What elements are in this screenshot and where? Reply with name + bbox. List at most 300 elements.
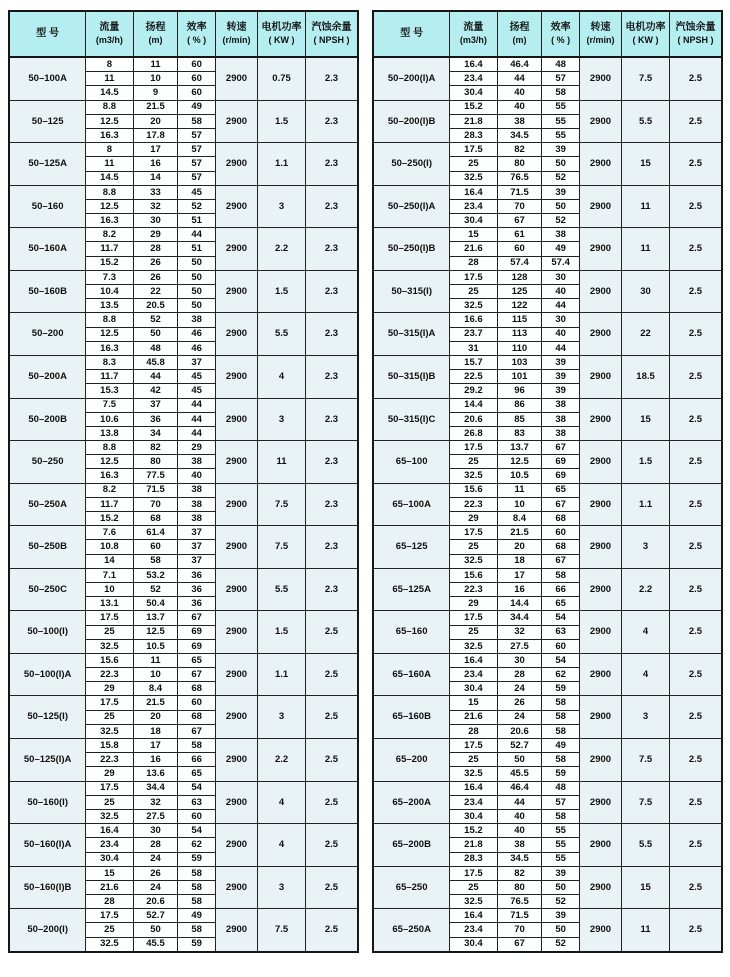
head-cell: 20 bbox=[133, 710, 178, 724]
head-cell: 83 bbox=[497, 426, 542, 440]
flow-cell: 16.3 bbox=[86, 128, 133, 142]
head-cell: 32 bbox=[497, 625, 542, 639]
head-cell: 30 bbox=[133, 824, 178, 838]
head-cell: 17 bbox=[497, 568, 542, 582]
head-cell: 70 bbox=[497, 199, 542, 213]
flow-cell: 15.8 bbox=[86, 739, 133, 753]
head-cell: 11 bbox=[133, 57, 178, 72]
flow-cell: 11.7 bbox=[86, 242, 133, 256]
efficiency-cell: 50 bbox=[542, 199, 579, 213]
power-cell: 1.1 bbox=[258, 143, 306, 186]
head-cell: 27.5 bbox=[133, 809, 178, 823]
flow-cell: 29 bbox=[86, 682, 133, 696]
header-model: 型 号 bbox=[373, 11, 450, 57]
flow-cell: 10.6 bbox=[86, 412, 133, 426]
npsh-cell: 2.5 bbox=[669, 696, 722, 739]
head-cell: 71.5 bbox=[497, 185, 542, 199]
spec-row bbox=[9, 781, 358, 795]
head-cell: 60 bbox=[497, 242, 542, 256]
efficiency-cell: 45 bbox=[178, 384, 215, 398]
power-cell: 3 bbox=[622, 526, 670, 569]
flow-cell: 30.4 bbox=[450, 809, 497, 823]
header-motor-power bbox=[622, 11, 670, 57]
efficiency-cell: 38 bbox=[178, 512, 215, 526]
head-cell: 14 bbox=[133, 171, 178, 185]
col-label: 效率 bbox=[186, 22, 207, 34]
speed-cell: 2900 bbox=[215, 57, 257, 100]
efficiency-cell: 50 bbox=[178, 270, 215, 284]
speed-cell: 2900 bbox=[579, 228, 621, 271]
spec-row bbox=[9, 696, 358, 710]
flow-cell: 8.3 bbox=[86, 355, 133, 369]
head-cell: 40 bbox=[497, 100, 542, 114]
efficiency-cell: 55 bbox=[542, 128, 579, 142]
efficiency-cell: 67 bbox=[542, 441, 579, 455]
spec-row bbox=[9, 228, 358, 242]
flow-cell: 17.5 bbox=[450, 441, 497, 455]
col-unit: (m3/h) bbox=[459, 34, 487, 45]
spec-row bbox=[9, 355, 358, 369]
header-npsh bbox=[669, 11, 722, 57]
npsh-cell: 2.5 bbox=[305, 824, 358, 867]
speed-cell: 2900 bbox=[579, 611, 621, 654]
efficiency-cell: 44 bbox=[178, 412, 215, 426]
flow-cell: 32.5 bbox=[450, 469, 497, 483]
npsh-cell: 2.5 bbox=[669, 143, 722, 186]
head-cell: 71.5 bbox=[497, 909, 542, 923]
flow-cell: 14.5 bbox=[86, 86, 133, 100]
efficiency-cell: 50 bbox=[178, 299, 215, 313]
efficiency-cell: 38 bbox=[178, 313, 215, 327]
npsh-cell: 2.5 bbox=[669, 441, 722, 484]
efficiency-cell: 59 bbox=[542, 682, 579, 696]
head-cell: 57.4 bbox=[497, 256, 542, 270]
npsh-cell: 2.3 bbox=[305, 355, 358, 398]
efficiency-cell: 63 bbox=[542, 625, 579, 639]
efficiency-cell: 60 bbox=[178, 57, 215, 72]
flow-cell: 21.6 bbox=[450, 710, 497, 724]
efficiency-cell: 60 bbox=[542, 639, 579, 653]
head-cell: 68 bbox=[133, 512, 178, 526]
flow-cell: 16.4 bbox=[86, 824, 133, 838]
head-cell: 44 bbox=[497, 795, 542, 809]
head-cell: 22 bbox=[133, 285, 178, 299]
model-cell: 50–200 bbox=[9, 313, 86, 356]
flow-cell: 25 bbox=[86, 795, 133, 809]
efficiency-cell: 49 bbox=[542, 242, 579, 256]
head-cell: 36 bbox=[133, 412, 178, 426]
head-cell: 13.7 bbox=[497, 441, 542, 455]
efficiency-cell: 67 bbox=[178, 611, 215, 625]
power-cell: 30 bbox=[622, 270, 670, 313]
head-cell: 26 bbox=[497, 696, 542, 710]
head-cell: 26 bbox=[133, 270, 178, 284]
efficiency-cell: 58 bbox=[542, 696, 579, 710]
model-cell: 50–315(I)A bbox=[373, 313, 450, 356]
flow-cell: 23.7 bbox=[450, 327, 497, 341]
spec-row bbox=[9, 568, 358, 582]
model-cell: 50–200(I) bbox=[9, 909, 86, 952]
speed-cell: 2900 bbox=[579, 526, 621, 569]
flow-cell: 22.3 bbox=[450, 497, 497, 511]
flow-cell: 16.3 bbox=[86, 341, 133, 355]
col-unit: ( NPSH ) bbox=[677, 34, 714, 45]
model-cell: 50–250(I)A bbox=[373, 185, 450, 228]
head-cell: 26 bbox=[133, 256, 178, 270]
table-body bbox=[9, 57, 358, 952]
head-cell: 21.5 bbox=[133, 696, 178, 710]
spec-row bbox=[373, 568, 722, 582]
efficiency-cell: 58 bbox=[178, 114, 215, 128]
model-cell: 65–200A bbox=[373, 781, 450, 824]
flow-cell: 29.2 bbox=[450, 384, 497, 398]
efficiency-cell: 57.4 bbox=[542, 256, 579, 270]
flow-cell: 21.8 bbox=[450, 114, 497, 128]
npsh-cell: 2.5 bbox=[669, 313, 722, 356]
spec-row bbox=[9, 739, 358, 753]
head-cell: 45.5 bbox=[133, 937, 178, 952]
model-cell: 65–125A bbox=[373, 568, 450, 611]
efficiency-cell: 69 bbox=[542, 469, 579, 483]
flow-cell: 10 bbox=[86, 582, 133, 596]
flow-cell: 15 bbox=[450, 696, 497, 710]
spec-row bbox=[9, 909, 358, 923]
efficiency-cell: 59 bbox=[542, 767, 579, 781]
flow-cell: 15.7 bbox=[450, 355, 497, 369]
model-cell: 65–160 bbox=[373, 611, 450, 654]
head-cell: 13.7 bbox=[133, 611, 178, 625]
head-cell: 21.5 bbox=[133, 100, 178, 114]
spec-row bbox=[373, 653, 722, 667]
power-cell: 3 bbox=[258, 866, 306, 909]
power-cell: 1.1 bbox=[258, 653, 306, 696]
spec-row bbox=[9, 100, 358, 114]
power-cell: 7.5 bbox=[258, 483, 306, 526]
spec-row bbox=[9, 483, 358, 497]
efficiency-cell: 52 bbox=[542, 171, 579, 185]
model-cell: 50–315(I)C bbox=[373, 398, 450, 441]
header-flow bbox=[86, 11, 133, 57]
efficiency-cell: 58 bbox=[542, 568, 579, 582]
speed-cell: 2900 bbox=[579, 441, 621, 484]
flow-cell: 8.8 bbox=[86, 313, 133, 327]
power-cell: 7.5 bbox=[622, 781, 670, 824]
flow-cell: 10.8 bbox=[86, 540, 133, 554]
efficiency-cell: 54 bbox=[542, 611, 579, 625]
head-cell: 70 bbox=[133, 497, 178, 511]
flow-cell: 17.5 bbox=[450, 866, 497, 880]
efficiency-cell: 52 bbox=[542, 895, 579, 909]
efficiency-cell: 49 bbox=[178, 100, 215, 114]
model-cell: 50–125(I)A bbox=[9, 739, 86, 782]
head-cell: 53.2 bbox=[133, 568, 178, 582]
flow-cell: 11 bbox=[86, 72, 133, 86]
power-cell: 4 bbox=[258, 781, 306, 824]
flow-cell: 25 bbox=[450, 157, 497, 171]
power-cell: 18.5 bbox=[622, 355, 670, 398]
efficiency-cell: 38 bbox=[542, 412, 579, 426]
efficiency-cell: 52 bbox=[178, 199, 215, 213]
power-cell: 11 bbox=[622, 228, 670, 271]
efficiency-cell: 60 bbox=[178, 809, 215, 823]
power-cell: 5.5 bbox=[622, 824, 670, 867]
power-cell: 1.5 bbox=[622, 441, 670, 484]
head-cell: 80 bbox=[497, 157, 542, 171]
npsh-cell: 2.5 bbox=[669, 866, 722, 909]
efficiency-cell: 38 bbox=[542, 426, 579, 440]
model-cell: 50–160B bbox=[9, 270, 86, 313]
head-cell: 80 bbox=[133, 455, 178, 469]
efficiency-cell: 67 bbox=[178, 668, 215, 682]
efficiency-cell: 65 bbox=[542, 483, 579, 497]
flow-cell: 28 bbox=[86, 895, 133, 909]
flow-cell: 21.8 bbox=[450, 838, 497, 852]
efficiency-cell: 49 bbox=[178, 909, 215, 923]
efficiency-cell: 38 bbox=[542, 228, 579, 242]
efficiency-cell: 49 bbox=[542, 739, 579, 753]
head-cell: 77.5 bbox=[133, 469, 178, 483]
efficiency-cell: 37 bbox=[178, 355, 215, 369]
head-cell: 10 bbox=[133, 668, 178, 682]
efficiency-cell: 44 bbox=[178, 398, 215, 412]
speed-cell: 2900 bbox=[215, 441, 257, 484]
flow-cell: 13.5 bbox=[86, 299, 133, 313]
flow-cell: 12.5 bbox=[86, 199, 133, 213]
flow-cell: 8.8 bbox=[86, 185, 133, 199]
head-cell: 52.7 bbox=[133, 909, 178, 923]
npsh-cell: 2.5 bbox=[669, 739, 722, 782]
col-unit: ( KW ) bbox=[268, 34, 295, 45]
head-cell: 24 bbox=[497, 710, 542, 724]
model-cell: 65–200 bbox=[373, 739, 450, 782]
col-label: 电机功率 bbox=[261, 22, 302, 34]
efficiency-cell: 38 bbox=[178, 455, 215, 469]
speed-cell: 2900 bbox=[579, 866, 621, 909]
flow-cell: 23.4 bbox=[450, 199, 497, 213]
col-label: 转速 bbox=[590, 22, 611, 34]
efficiency-cell: 36 bbox=[178, 568, 215, 582]
model-cell: 50–250(I) bbox=[373, 143, 450, 186]
head-cell: 82 bbox=[497, 866, 542, 880]
efficiency-cell: 62 bbox=[178, 838, 215, 852]
npsh-cell: 2.3 bbox=[305, 398, 358, 441]
efficiency-cell: 57 bbox=[178, 157, 215, 171]
head-cell: 16 bbox=[133, 157, 178, 171]
head-cell: 50 bbox=[497, 753, 542, 767]
spec-row bbox=[373, 866, 722, 880]
npsh-cell: 2.5 bbox=[669, 653, 722, 696]
flow-cell: 32.5 bbox=[86, 639, 133, 653]
head-cell: 16 bbox=[497, 582, 542, 596]
efficiency-cell: 38 bbox=[178, 497, 215, 511]
efficiency-cell: 58 bbox=[178, 880, 215, 894]
efficiency-cell: 57 bbox=[542, 795, 579, 809]
speed-cell: 2900 bbox=[579, 653, 621, 696]
head-cell: 28 bbox=[133, 242, 178, 256]
efficiency-cell: 66 bbox=[178, 753, 215, 767]
head-cell: 10 bbox=[133, 72, 178, 86]
efficiency-cell: 36 bbox=[178, 597, 215, 611]
flow-cell: 32.5 bbox=[86, 809, 133, 823]
flow-cell: 21.6 bbox=[86, 880, 133, 894]
efficiency-cell: 39 bbox=[542, 185, 579, 199]
npsh-cell: 2.3 bbox=[305, 568, 358, 611]
spec-row bbox=[373, 696, 722, 710]
col-label: 扬程 bbox=[145, 22, 166, 34]
power-cell: 4 bbox=[258, 355, 306, 398]
speed-cell: 2900 bbox=[215, 398, 257, 441]
npsh-cell: 2.5 bbox=[669, 824, 722, 867]
efficiency-cell: 38 bbox=[542, 398, 579, 412]
head-cell: 50 bbox=[133, 327, 178, 341]
efficiency-cell: 57 bbox=[542, 72, 579, 86]
flow-cell: 12.5 bbox=[86, 327, 133, 341]
flow-cell: 22.3 bbox=[86, 668, 133, 682]
power-cell: 1.5 bbox=[258, 611, 306, 654]
header-head bbox=[133, 11, 178, 57]
model-cell: 50–250C bbox=[9, 568, 86, 611]
flow-cell: 15.3 bbox=[86, 384, 133, 398]
model-cell: 50–100(I) bbox=[9, 611, 86, 654]
head-cell: 50 bbox=[133, 923, 178, 937]
col-label: 流量 bbox=[463, 22, 484, 34]
efficiency-cell: 55 bbox=[542, 824, 579, 838]
head-cell: 52 bbox=[133, 582, 178, 596]
power-cell: 1.5 bbox=[258, 270, 306, 313]
spec-row bbox=[373, 398, 722, 412]
model-cell: 50–250(I)B bbox=[373, 228, 450, 271]
head-cell: 128 bbox=[497, 270, 542, 284]
flow-cell: 10.4 bbox=[86, 285, 133, 299]
flow-cell: 25 bbox=[450, 625, 497, 639]
npsh-cell: 2.3 bbox=[305, 185, 358, 228]
flow-cell: 28.3 bbox=[450, 128, 497, 142]
head-cell: 76.5 bbox=[497, 171, 542, 185]
head-cell: 61.4 bbox=[133, 526, 178, 540]
model-cell: 50–250A bbox=[9, 483, 86, 526]
head-cell: 16 bbox=[133, 753, 178, 767]
efficiency-cell: 39 bbox=[542, 355, 579, 369]
npsh-cell: 2.5 bbox=[669, 228, 722, 271]
flow-cell: 17.5 bbox=[450, 611, 497, 625]
power-cell: 2.2 bbox=[258, 228, 306, 271]
efficiency-cell: 58 bbox=[542, 753, 579, 767]
flow-cell: 29 bbox=[450, 597, 497, 611]
flow-cell: 25 bbox=[86, 625, 133, 639]
speed-cell: 2900 bbox=[215, 270, 257, 313]
head-cell: 44 bbox=[497, 72, 542, 86]
flow-cell: 7.6 bbox=[86, 526, 133, 540]
power-cell: 5.5 bbox=[622, 100, 670, 143]
efficiency-cell: 54 bbox=[178, 824, 215, 838]
efficiency-cell: 58 bbox=[542, 724, 579, 738]
spec-row bbox=[373, 100, 722, 114]
model-cell: 50–200A bbox=[9, 355, 86, 398]
power-cell: 7.5 bbox=[258, 909, 306, 952]
flow-cell: 25 bbox=[86, 710, 133, 724]
power-cell: 1.5 bbox=[258, 100, 306, 143]
speed-cell: 2900 bbox=[215, 313, 257, 356]
speed-cell: 2900 bbox=[215, 228, 257, 271]
efficiency-cell: 46 bbox=[178, 341, 215, 355]
efficiency-cell: 58 bbox=[542, 86, 579, 100]
flow-cell: 17.5 bbox=[450, 143, 497, 157]
head-cell: 48 bbox=[133, 341, 178, 355]
efficiency-cell: 68 bbox=[178, 682, 215, 696]
model-cell: 50–160A bbox=[9, 228, 86, 271]
head-cell: 103 bbox=[497, 355, 542, 369]
speed-cell: 2900 bbox=[579, 398, 621, 441]
power-cell: 2.2 bbox=[622, 568, 670, 611]
efficiency-cell: 58 bbox=[178, 923, 215, 937]
flow-cell: 25 bbox=[450, 880, 497, 894]
spec-row bbox=[373, 228, 722, 242]
efficiency-cell: 44 bbox=[542, 299, 579, 313]
efficiency-cell: 38 bbox=[178, 483, 215, 497]
head-cell: 122 bbox=[497, 299, 542, 313]
flow-cell: 17.5 bbox=[450, 270, 497, 284]
flow-cell: 17.5 bbox=[86, 781, 133, 795]
efficiency-cell: 58 bbox=[542, 809, 579, 823]
pump-spec-table-right bbox=[372, 10, 723, 953]
flow-cell: 16.6 bbox=[450, 313, 497, 327]
flow-cell: 28 bbox=[450, 724, 497, 738]
model-cell: 65–125 bbox=[373, 526, 450, 569]
flow-cell: 16.4 bbox=[450, 781, 497, 795]
model-cell: 65–100 bbox=[373, 441, 450, 484]
speed-cell: 2900 bbox=[579, 909, 621, 952]
header-flow bbox=[450, 11, 497, 57]
model-cell: 50–200B bbox=[9, 398, 86, 441]
npsh-cell: 2.5 bbox=[305, 739, 358, 782]
efficiency-cell: 51 bbox=[178, 214, 215, 228]
flow-cell: 17.5 bbox=[86, 696, 133, 710]
model-cell: 50–125A bbox=[9, 143, 86, 186]
npsh-cell: 2.5 bbox=[669, 57, 722, 100]
head-cell: 20.6 bbox=[133, 895, 178, 909]
head-cell: 30 bbox=[497, 653, 542, 667]
spec-row bbox=[373, 270, 722, 284]
header-model: 型 号 bbox=[9, 11, 86, 57]
model-cell: 50–100(I)A bbox=[9, 653, 86, 696]
head-cell: 85 bbox=[497, 412, 542, 426]
flow-cell: 23.4 bbox=[450, 923, 497, 937]
col-unit: (m3/h) bbox=[95, 34, 123, 45]
head-cell: 67 bbox=[497, 937, 542, 952]
header-speed bbox=[579, 11, 621, 57]
head-cell: 58 bbox=[133, 554, 178, 568]
efficiency-cell: 51 bbox=[178, 242, 215, 256]
npsh-cell: 2.5 bbox=[669, 355, 722, 398]
speed-cell: 2900 bbox=[215, 143, 257, 186]
head-cell: 13.6 bbox=[133, 767, 178, 781]
head-cell: 34.4 bbox=[497, 611, 542, 625]
efficiency-cell: 59 bbox=[178, 937, 215, 952]
efficiency-cell: 55 bbox=[542, 100, 579, 114]
head-cell: 110 bbox=[497, 341, 542, 355]
head-cell: 9 bbox=[133, 86, 178, 100]
efficiency-cell: 62 bbox=[542, 668, 579, 682]
flow-cell: 15.2 bbox=[86, 512, 133, 526]
power-cell: 11 bbox=[622, 909, 670, 952]
flow-cell: 7.1 bbox=[86, 568, 133, 582]
flow-cell: 15.6 bbox=[450, 483, 497, 497]
efficiency-cell: 50 bbox=[178, 285, 215, 299]
efficiency-cell: 58 bbox=[542, 710, 579, 724]
flow-cell: 25 bbox=[86, 923, 133, 937]
npsh-cell: 2.5 bbox=[305, 611, 358, 654]
spec-row bbox=[9, 270, 358, 284]
